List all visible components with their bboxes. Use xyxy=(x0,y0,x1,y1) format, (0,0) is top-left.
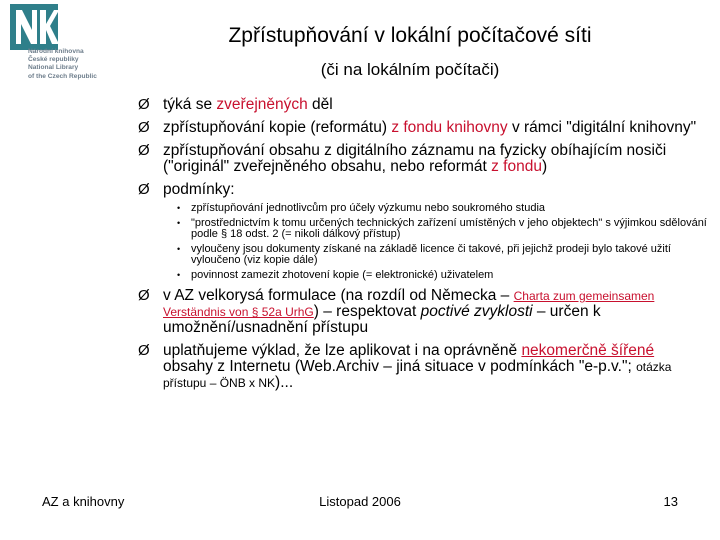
bullet-small-note: otázka přístupu – ÖNB x NK xyxy=(163,360,672,390)
bullet-copy-access xyxy=(138,120,708,136)
list-item xyxy=(177,244,708,267)
bullet-highlight: zveřejněných xyxy=(216,96,308,113)
bullet-az-formulation xyxy=(138,288,708,336)
footer-left: AZ a knihovny xyxy=(42,494,125,509)
logo-line: České republiky xyxy=(28,56,79,64)
bullet-conditions xyxy=(138,182,708,281)
bullet-text: – určen k umožnění/usnadnění přístupu xyxy=(163,303,601,336)
list-item xyxy=(177,270,708,282)
list-item xyxy=(177,203,708,215)
bullet-interpretation xyxy=(138,343,708,391)
arrow-bullet-icon: Ø xyxy=(138,119,150,136)
bullet-published-works xyxy=(138,97,708,113)
bullet-text: děl xyxy=(307,96,333,113)
bullet-highlight: z fondu knihovny xyxy=(391,119,508,136)
arrow-bullet-icon: Ø xyxy=(138,287,150,304)
bullet-text: v AZ velkorysá formulace (na rozdíl od Německa – xyxy=(163,287,514,304)
bullet-text: )... xyxy=(275,374,294,391)
nk-logo xyxy=(10,4,130,82)
arrow-bullet-icon: Ø xyxy=(138,142,150,159)
bullet-text: ) xyxy=(541,158,548,175)
bullet-highlight: z fondu xyxy=(491,158,542,175)
list-item xyxy=(177,218,708,241)
bullet-emphasis: poctivé zvyklosti xyxy=(420,303,533,320)
bullet-text: zpřístupňování kopie (reformátu) xyxy=(163,119,392,136)
charta-reference: Charta zum gemeinsamen Verständnis von § 52a UrhG xyxy=(163,289,655,319)
footer-date: Listopad 2006 xyxy=(319,494,401,509)
nk-logo-mark-icon xyxy=(10,4,58,50)
bullet-highlight: nekomerčně šířené xyxy=(521,342,655,359)
logo-line: Národní knihovna xyxy=(28,48,84,55)
dot-bullet-icon: • xyxy=(177,203,181,213)
list-item-text: povinnost zamezit zhotovení kopie (= elektronické) uživatelem xyxy=(191,268,494,281)
slide-content xyxy=(138,97,708,398)
dot-bullet-icon: • xyxy=(177,217,181,228)
bullet-text: ) – respektovat xyxy=(313,303,421,320)
list-item-text: "prostřednictvím k tomu určených technických zařízení umístěných v jeho objektech" s výjimkou sdělování podle § 18 odst. 2 (= nikoli dálkový přístup) xyxy=(191,216,707,240)
list-item-text: zpřístupňování jednotlivcům pro účely výzkumu nebo soukromého studia xyxy=(191,202,546,214)
bullet-digital-record xyxy=(138,143,708,175)
arrow-bullet-icon: Ø xyxy=(138,342,150,359)
arrow-bullet-icon: Ø xyxy=(138,96,150,113)
logo-text xyxy=(28,48,132,81)
bullet-text: podmínky: xyxy=(163,181,235,198)
slide-subtitle: (či na lokálním počítači) xyxy=(320,60,500,79)
logo-line: of the Czech Republic xyxy=(28,72,97,80)
dot-bullet-icon: • xyxy=(177,269,181,280)
bullet-text: obsahy z Internetu (Web.Archiv – jiná situace v podmínkách "e-p.v."; xyxy=(163,358,637,375)
arrow-bullet-icon: Ø xyxy=(138,181,150,198)
bullet-text: v rámci "digitální knihovny" xyxy=(507,119,697,136)
conditions-list xyxy=(163,203,708,281)
bullet-text: uplatňujeme výklad, že lze aplikovat i na oprávněně xyxy=(163,342,522,359)
list-item-text: vyloučeny jsou dokumenty získané na základě licence či takové, při jejichž prodeji bylo takové užití vyloučeno (viz kopie dále) xyxy=(191,242,671,266)
bullet-text: zpřístupňování obsahu z digitálního záznamu na fyzicky obíhajícím nosiči ("originál" zveřejněného obsahu, nebo reformát xyxy=(163,142,667,175)
slide-title: Zpřístupňování v lokální počítačové síti xyxy=(228,24,592,47)
logo-line: National Library xyxy=(28,64,79,72)
bullet-text: týká se xyxy=(163,96,217,113)
dot-bullet-icon: • xyxy=(177,243,181,254)
slide-number: 13 xyxy=(663,494,678,509)
